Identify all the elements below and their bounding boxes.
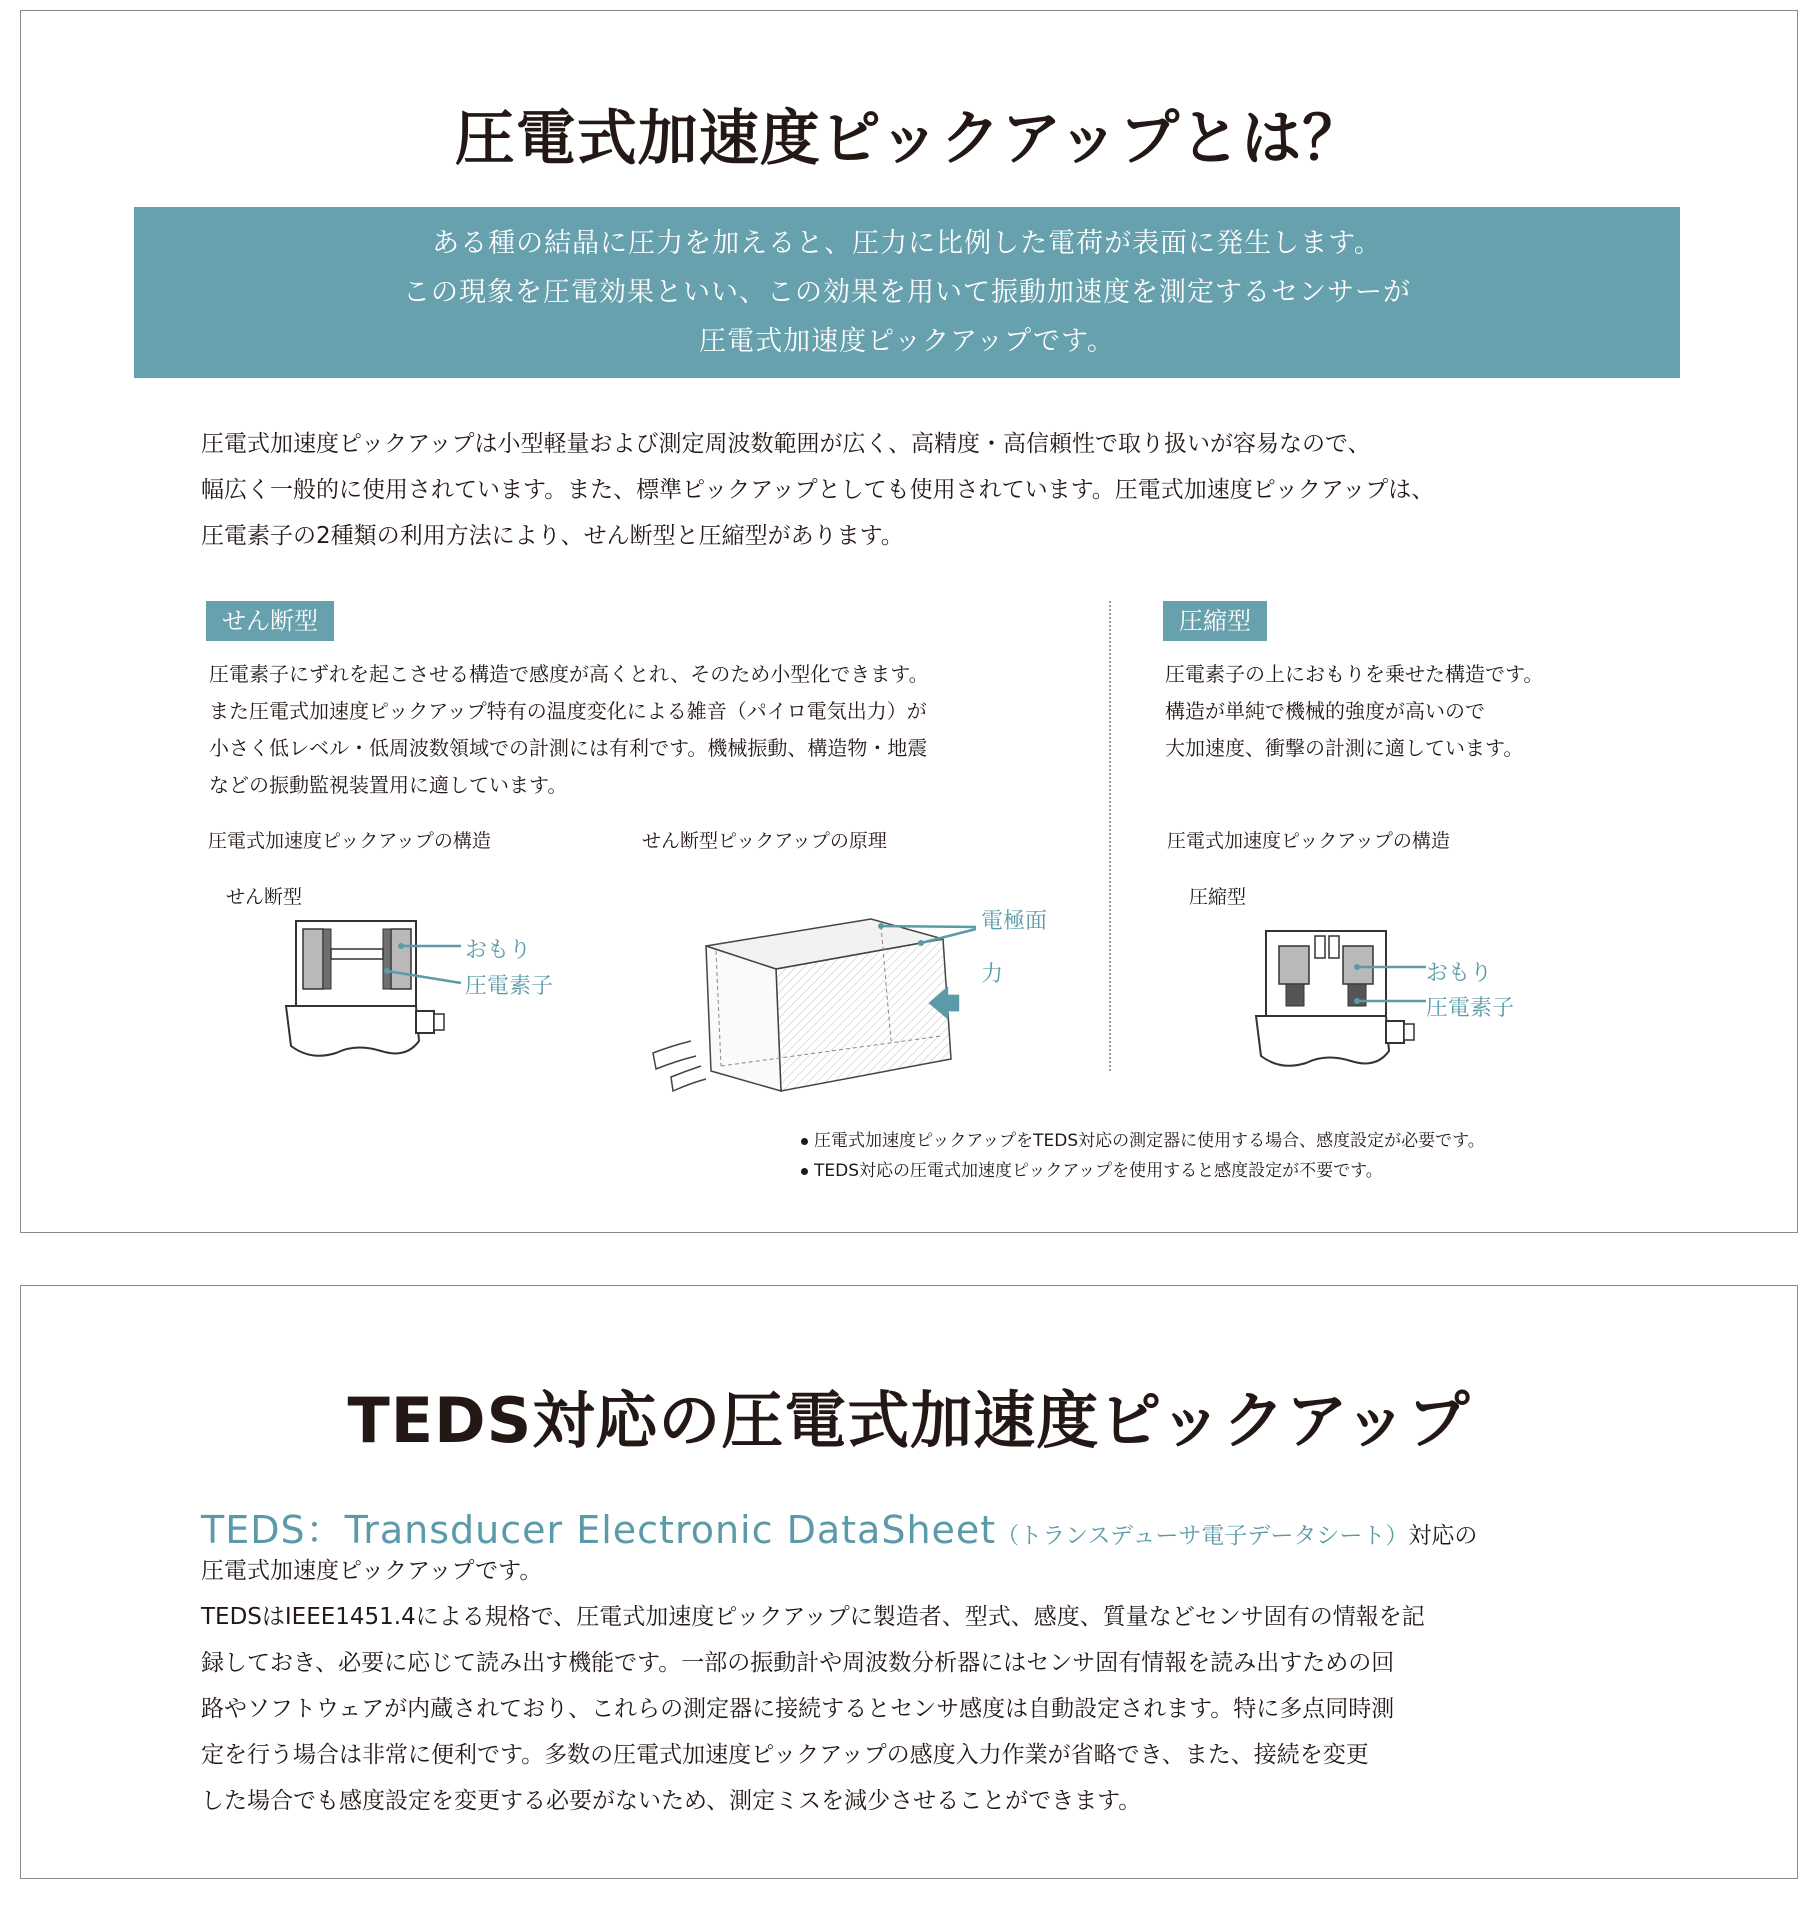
body-line: した場合でも感度設定を変更する必要がないため、測定ミスを減少させることができます。 bbox=[201, 1788, 1142, 1814]
teds-body bbox=[201, 1548, 1621, 1824]
body-line: 録しておき、必要に応じて読み出す機能です。一部の振動計や周波数分析器にはセンサ固有情報を読み出すための回 bbox=[201, 1650, 1395, 1676]
compression-structure-diagram bbox=[1251, 921, 1451, 1081]
shear-structure-diagram bbox=[281, 911, 481, 1071]
bullet-icon bbox=[801, 1138, 808, 1145]
note-text: 圧電式加速度ピックアップをTEDS対応の測定器に使用する場合、感度設定が必要です。 bbox=[814, 1131, 1485, 1151]
note-item bbox=[801, 1126, 1485, 1156]
intro-line: 幅広く一般的に使用されています。また、標準ピックアップとしても使用されています。圧電式加速度ピックアップは、 bbox=[201, 477, 1435, 503]
weight-label: おもり bbox=[1426, 961, 1493, 986]
shear-type-tag: せん断型 bbox=[206, 601, 334, 641]
body-line: 圧電式加速度ピックアップです。 bbox=[201, 1558, 543, 1584]
intro-line: 圧電素子の2種類の利用方法により、せん断型と圧縮型があります。 bbox=[201, 523, 904, 549]
bullet-icon bbox=[801, 1168, 808, 1175]
banner-line: 圧電式加速度ピックアップです。 bbox=[699, 326, 1115, 357]
desc-line: 圧電素子にずれを起こさせる構造で感度が高くとれ、そのため小型化できます。 bbox=[209, 662, 929, 686]
piezo-element-label: 圧電素子 bbox=[1426, 996, 1515, 1021]
intro-line: 圧電式加速度ピックアップは小型軽量および測定周波数範囲が広く、高精度・高信頼性で取り扱いが容易なので、 bbox=[201, 431, 1371, 457]
shear-principle-caption: せん断型ピックアップの原理 bbox=[642, 830, 887, 852]
weight-label: おもり bbox=[465, 938, 532, 963]
piezo-element-label: 圧電素子 bbox=[465, 974, 554, 999]
electrode-label: 電極面 bbox=[981, 909, 1048, 934]
teds-heading bbox=[201, 1499, 1477, 1554]
section-title: TEDS対応の圧電式加速度ピックアップ bbox=[347, 1384, 1471, 1457]
force-label: 力 bbox=[981, 962, 1004, 987]
notes-list bbox=[801, 1126, 1485, 1186]
intro-paragraph bbox=[201, 421, 1621, 559]
note-item bbox=[801, 1156, 1485, 1186]
desc-line: 構造が単純で機械的強度が高いので bbox=[1165, 699, 1485, 723]
desc-line: また圧電式加速度ピックアップ特有の温度変化による雑音（パイロ電気出力）が bbox=[209, 699, 927, 723]
desc-line: 大加速度、衝撃の計測に適しています。 bbox=[1165, 736, 1524, 760]
body-line: 定を行う場合は非常に便利です。多数の圧電式加速度ピックアップの感度入力作業が省略でき、また、接続を変更 bbox=[201, 1742, 1369, 1768]
shear-structure-caption: 圧電式加速度ピックアップの構造 bbox=[208, 830, 491, 852]
section-title: 圧電式加速度ピックアップとは？ bbox=[454, 104, 1364, 174]
teds-heading-paren: （トランスデューサ電子データシート） bbox=[996, 1523, 1409, 1549]
teds-heading-tail: 対応の bbox=[1408, 1523, 1478, 1549]
compression-structure-caption: 圧電式加速度ピックアップの構造 bbox=[1167, 830, 1450, 852]
banner-line: この現象を圧電効果といい、この効果を用いて振動加速度を測定するセンサーが bbox=[403, 277, 1411, 308]
teds-heading-main: TEDS：Transducer Electronic DataSheet bbox=[201, 1508, 997, 1552]
body-line: 路やソフトウェアが内蔵されており、これらの測定器に接続するとセンサ感度は自動設定されます。特に多点同時測 bbox=[201, 1696, 1395, 1722]
desc-line: 圧電素子の上におもりを乗せた構造です。 bbox=[1165, 662, 1544, 686]
compression-figure-label: 圧縮型 bbox=[1189, 886, 1247, 908]
body-line: TEDSはIEEE1451.4による規格で、圧電式加速度ピックアップに製造者、型式、感度、質量などセンサ固有の情報を記 bbox=[201, 1604, 1425, 1630]
compression-type-tag: 圧縮型 bbox=[1163, 601, 1267, 641]
shear-type-description bbox=[209, 656, 929, 804]
column-divider bbox=[1109, 601, 1111, 1071]
desc-line: 小さく低レベル・低周波数領域での計測には有利です。機械振動、構造物・地震 bbox=[209, 736, 928, 760]
desc-line: などの振動監視装置用に適しています。 bbox=[209, 773, 568, 797]
compression-type-description bbox=[1165, 656, 1543, 767]
shear-figure-label: せん断型 bbox=[226, 886, 303, 908]
shear-principle-diagram bbox=[651, 891, 981, 1091]
piezo-intro-panel bbox=[20, 10, 1798, 1233]
banner-line: ある種の結晶に圧力を加えると、圧力に比例した電荷が表面に発生します。 bbox=[432, 228, 1382, 259]
note-text: TEDS対応の圧電式加速度ピックアップを使用すると感度設定が不要です。 bbox=[814, 1161, 1383, 1181]
teds-panel bbox=[20, 1285, 1798, 1879]
summary-banner bbox=[134, 207, 1680, 378]
